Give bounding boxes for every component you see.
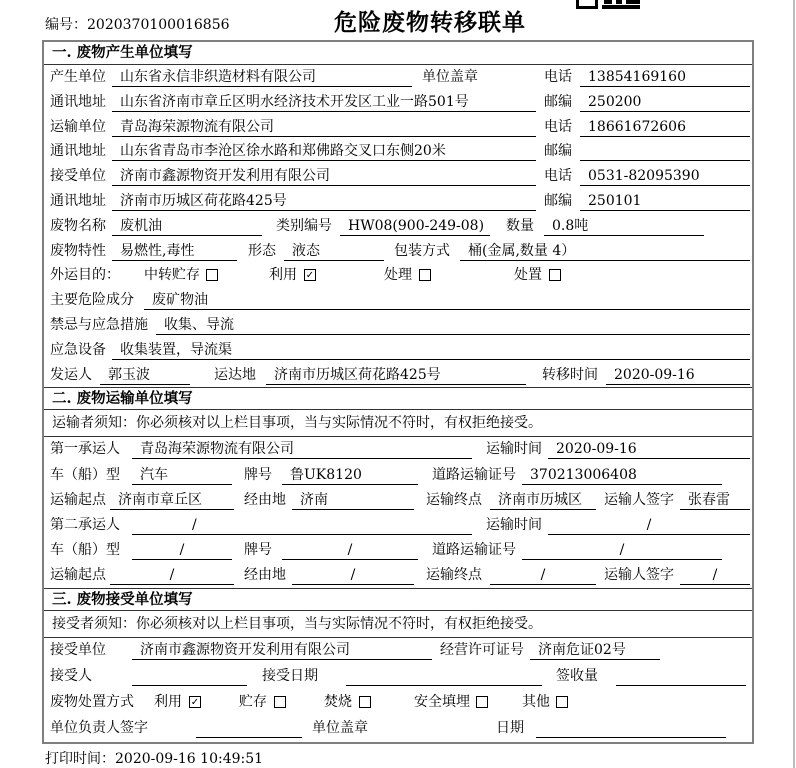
row-producer <box>44 65 752 90</box>
checkbox-disposal-other <box>556 696 568 708</box>
row-emergency <box>44 313 752 338</box>
carrier2-label: 第二承运人 <box>50 516 120 533</box>
producer-phone-label: 电话 <box>544 69 572 85</box>
purpose-option-dispose: 处置 <box>514 267 542 284</box>
receiver-address-field: 济南市历城区荷花路425号 <box>112 192 536 211</box>
row-vehicle2 <box>44 538 752 563</box>
checkbox-treat <box>419 269 431 281</box>
accept-date-label: 接受日期 <box>262 668 318 685</box>
waste-name-label: 废物名称 <box>50 217 106 234</box>
route2-sign-field: / <box>680 566 750 585</box>
carrier1-time-field: 2020-09-16 <box>548 440 750 459</box>
route1-sign-field: 张春雷 <box>680 491 750 510</box>
acceptor-label: 接受人 <box>50 668 92 685</box>
producer-label: 产生单位 <box>50 69 106 85</box>
receiver-address-label: 通讯地址 <box>50 192 106 209</box>
vehicle2-plate-field: / <box>282 541 418 560</box>
qr-block <box>602 5 640 9</box>
row-acceptor <box>44 664 752 690</box>
row-route2 <box>44 563 752 588</box>
route2-start-field: / <box>110 566 234 585</box>
license-field: 济南危证02号 <box>530 641 660 660</box>
waste-props-label: 废物特性 <box>50 242 106 259</box>
route1-start-label: 运输起点 <box>50 491 106 508</box>
disposal-label: 废物处置方式 <box>50 694 134 711</box>
disposal-option-store: 贮存 <box>239 694 267 711</box>
checkbox-disposal-store <box>274 696 286 708</box>
disposal-option-landfill: 安全填埋 <box>414 694 470 711</box>
waste-quantity-label: 数量 <box>506 217 534 234</box>
vehicle2-permit-label: 道路运输证号 <box>432 542 516 559</box>
row-transfer-purpose <box>44 263 752 288</box>
section1-header: 一. 废物产生单位填写 <box>44 42 752 65</box>
route1-via-label: 经由地 <box>244 491 286 508</box>
vehicle2-type-label: 车（船）型 <box>50 542 120 559</box>
dispatcher-label: 发运人 <box>50 366 92 383</box>
qr-code-fragment <box>576 0 640 9</box>
accept-unit-field: 济南市鑫源物资开发利用有限公司 <box>132 641 432 660</box>
section2-header: 二. 废物运输单位填写 <box>44 387 752 410</box>
responsible-sign-label: 单位负责人签字 <box>50 720 148 737</box>
producer-postcode-field: 250200 <box>580 93 750 112</box>
emergency-label: 禁忌与应急措施 <box>50 316 148 333</box>
transporter-address-label: 通讯地址 <box>50 143 106 160</box>
purpose-option-use: 利用 <box>269 267 297 284</box>
route2-start-label: 运输起点 <box>50 567 106 584</box>
checkbox-dispose <box>549 269 561 281</box>
vehicle1-type-field: 汽车 <box>132 466 232 485</box>
row-receiver <box>44 164 752 189</box>
unit-seal-label-2: 单位盖章 <box>312 720 368 737</box>
destination-field: 济南市历城区荷花路425号 <box>266 366 526 385</box>
carrier1-label: 第一承运人 <box>50 441 120 458</box>
row-accept-unit <box>44 638 752 664</box>
transporter-postcode-field <box>580 142 750 161</box>
carrier2-time-field: / <box>548 516 750 535</box>
waste-category-label: 类别编号 <box>276 217 332 234</box>
page-title: 危险废物转移联单 <box>334 9 526 36</box>
carrier2-time-label: 运输时间 <box>486 516 542 533</box>
purpose-label: 外运目的： <box>50 267 120 284</box>
vehicle1-permit-field: 370213006408 <box>522 466 722 485</box>
disposal-option-incinerate: 焚烧 <box>324 694 352 711</box>
row-vehicle1 <box>44 463 752 488</box>
row-transporter <box>44 115 752 140</box>
packing-label: 包装方式 <box>394 242 450 259</box>
qr-block <box>616 0 622 4</box>
receiver-postcode-field: 250101 <box>580 192 750 211</box>
row-hazard <box>44 288 752 313</box>
hazard-field: 废矿物油 <box>144 291 750 310</box>
print-time-label: 打印时间： <box>45 751 115 767</box>
equipment-field: 收集装置，导流渠 <box>112 341 750 360</box>
section3-notice: 接受者须知：你必须核对以上栏目事项，当与实际情况不符时，有权拒绝接受。 <box>44 611 752 638</box>
waste-quantity-field: 0.8吨 <box>544 217 704 236</box>
checkbox-storage <box>206 269 218 281</box>
vehicle1-plate-label: 牌号 <box>244 466 272 483</box>
unit-seal-label: 单位盖章 <box>422 69 478 85</box>
transporter-address-field: 山东省青岛市李沧区徐水路和郑佛路交叉口东侧20米 <box>112 142 536 161</box>
transporter-value-field: 青岛海荣源物流有限公司 <box>112 118 536 137</box>
received-amount-field <box>616 667 746 686</box>
row-carrier1 <box>44 437 752 462</box>
route2-via-label: 经由地 <box>244 567 286 584</box>
producer-phone-field: 13854169160 <box>580 68 750 87</box>
producer-address-field: 山东省济南市章丘区明水经济技术开发区工业一路501号 <box>112 93 536 112</box>
route1-end-field: 济南市历城区 <box>490 491 596 510</box>
vehicle1-type-label: 车（船）型 <box>50 466 120 483</box>
row-receiver-address <box>44 189 752 214</box>
route2-end-label: 运输终点 <box>426 567 482 584</box>
waste-props-field: 易燃性,毒性 <box>112 242 237 261</box>
hazard-label: 主要危险成分 <box>50 292 134 309</box>
receiver-phone-label: 电话 <box>544 168 572 185</box>
signoff-date-field <box>536 719 726 738</box>
vehicle1-plate-field: 鲁UK8120 <box>282 466 418 485</box>
receiver-value-field: 济南市鑫源物资开发利用有限公司 <box>112 167 536 186</box>
disposal-option-use: 利用 <box>154 694 182 711</box>
route1-end-label: 运输终点 <box>426 491 482 508</box>
transporter-phone-label: 电话 <box>544 118 572 135</box>
route2-end-field: / <box>490 566 596 585</box>
route1-start-field: 济南市章丘区 <box>110 491 234 510</box>
row-transporter-address <box>44 139 752 164</box>
vehicle2-permit-field: / <box>522 541 722 560</box>
accept-unit-label: 接受单位 <box>50 642 106 659</box>
receiver-label: 接受单位 <box>50 168 106 185</box>
responsible-sign-field <box>196 719 302 738</box>
row-waste-name <box>44 214 752 239</box>
equipment-label: 应急设备 <box>50 341 106 358</box>
print-time <box>45 748 263 768</box>
window-edge-line <box>793 0 795 768</box>
route1-sign-label: 运输人签字 <box>604 491 674 508</box>
vehicle1-permit-label: 道路运输证号 <box>432 466 516 483</box>
vehicle2-type-field: / <box>132 541 232 560</box>
row-route1 <box>44 488 752 513</box>
row-waste-props <box>44 239 752 264</box>
receiver-phone-field: 0531-82095390 <box>580 167 750 186</box>
row-dispatch <box>44 363 752 388</box>
serial-label: 编号： <box>45 17 87 33</box>
acceptor-field <box>132 667 247 686</box>
transfer-time-label: 转移时间 <box>542 366 598 383</box>
purpose-option-treat: 处理 <box>384 267 412 284</box>
license-label: 经营许可证号 <box>440 642 524 659</box>
carrier2-field: / <box>132 516 472 535</box>
row-equipment <box>44 338 752 363</box>
checkbox-disposal-incinerate <box>359 696 371 708</box>
purpose-option-storage: 中转贮存 <box>144 267 200 284</box>
serial-number: 2020370100016856 <box>87 17 230 33</box>
row-disposal-method <box>44 690 752 716</box>
waste-form-field: 液态 <box>284 242 384 261</box>
accept-date-field <box>346 667 542 686</box>
section3-header: 三. 废物接受单位填写 <box>44 588 752 611</box>
receiver-postcode-label: 邮编 <box>544 192 572 209</box>
checkbox-use: ✓ <box>305 270 315 282</box>
dispatcher-field: 郭玉波 <box>100 366 190 385</box>
transporter-phone-field: 18661672606 <box>580 118 750 137</box>
manifest-form <box>42 40 754 744</box>
producer-address-label: 通讯地址 <box>50 93 106 110</box>
signoff-date-label: 日期 <box>496 720 524 737</box>
transfer-time-field: 2020-09-16 <box>606 366 750 385</box>
producer-value-field: 山东省永信非织造材料有限公司 <box>112 68 412 87</box>
transporter-postcode-label: 邮编 <box>544 143 572 160</box>
carrier1-time-label: 运输时间 <box>486 441 542 458</box>
waste-name-field: 废机油 <box>112 217 262 236</box>
route2-sign-label: 运输人签字 <box>604 567 674 584</box>
qr-finder-block <box>576 0 598 9</box>
emergency-field: 收集、导流 <box>156 316 750 335</box>
waste-form-label: 形态 <box>248 242 276 259</box>
vehicle2-plate-label: 牌号 <box>244 542 272 559</box>
checkbox-disposal-landfill <box>476 696 488 708</box>
row-carrier2 <box>44 513 752 538</box>
print-time-value: 2020-09-16 10:49:51 <box>115 751 264 767</box>
row-signoff <box>44 716 752 742</box>
producer-postcode-label: 邮编 <box>544 93 572 110</box>
destination-label: 运达地 <box>214 366 256 383</box>
qr-block <box>604 0 612 4</box>
transporter-label: 运输单位 <box>50 118 106 135</box>
checkbox-disposal-use: ✓ <box>190 697 200 709</box>
disposal-option-other: 其他 <box>522 694 550 711</box>
received-amount-label: 签收量 <box>556 668 598 685</box>
packing-field: 桶(金属,数量 4） <box>460 242 750 261</box>
row-producer-address <box>44 90 752 115</box>
route1-via-field: 济南 <box>292 491 414 510</box>
route2-via-field: / <box>292 566 414 585</box>
section2-notice: 运输者须知：你必须核对以上栏目事项，当与实际情况不符时，有权拒绝接受。 <box>44 410 752 437</box>
waste-category-field: HW08(900-249-08) <box>340 217 490 236</box>
qr-block <box>626 0 640 4</box>
carrier1-field: 青岛海荣源物流有限公司 <box>132 440 472 459</box>
